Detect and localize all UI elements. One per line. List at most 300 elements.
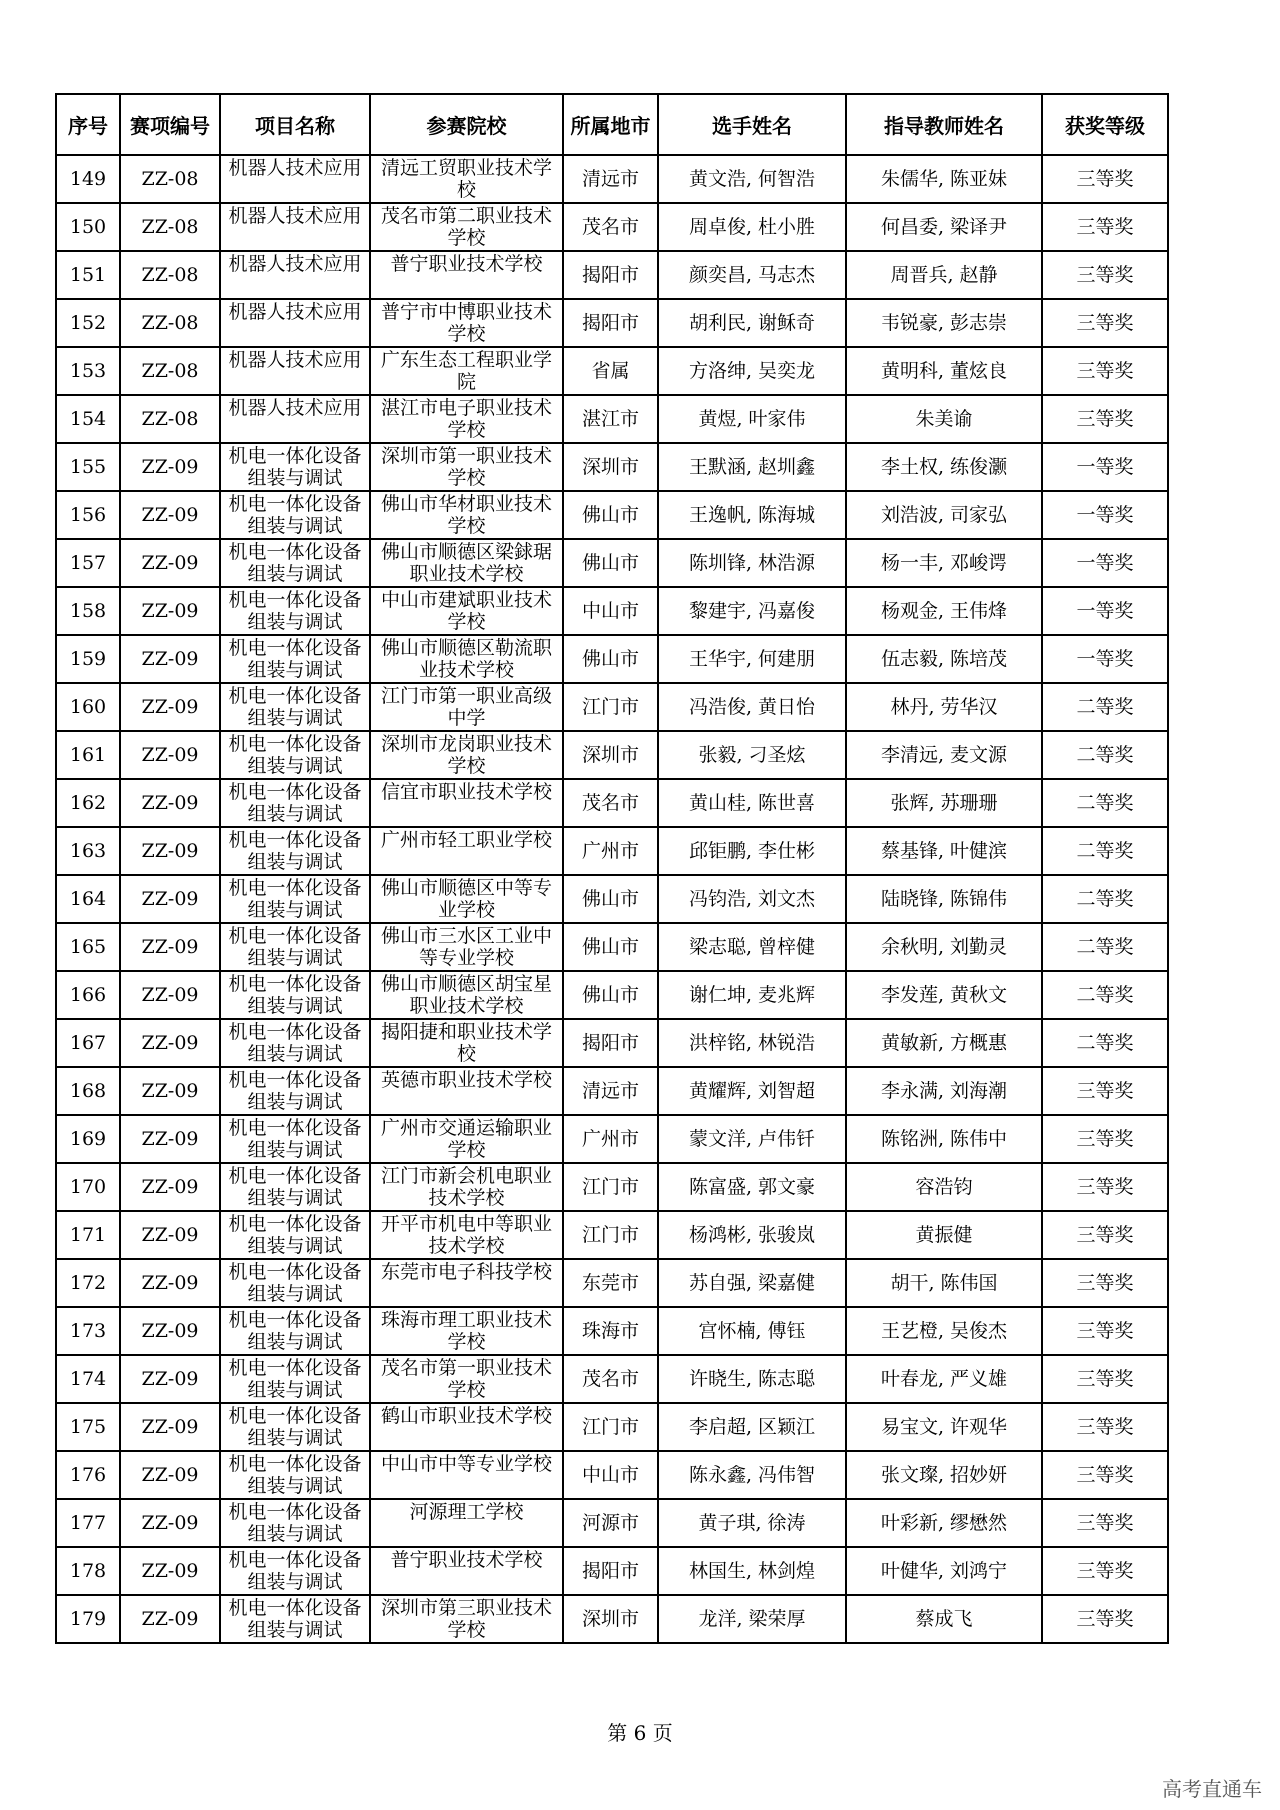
cell-event-name xyxy=(220,203,370,251)
cell-instructors-text: 朱美谕 xyxy=(915,408,973,430)
cell-contestants-text: 王逸帆, 陈海城 xyxy=(688,504,816,526)
cell-seq-text: 163 xyxy=(69,840,107,862)
table-header-row xyxy=(56,94,1168,155)
cell-instructors xyxy=(846,587,1042,635)
table-row xyxy=(56,1451,1168,1499)
cell-award-level xyxy=(1042,683,1168,731)
cell-event-name xyxy=(220,299,370,347)
cell-seq-text: 156 xyxy=(69,504,107,526)
cell-event-code xyxy=(120,683,220,731)
cell-award-level-text: 二等奖 xyxy=(1076,936,1134,958)
cell-event-name-text: 机器人技术应用 xyxy=(228,157,362,179)
cell-city-text: 佛山市 xyxy=(581,984,639,1006)
cell-contestants-text: 洪梓铭, 林锐浩 xyxy=(688,1032,816,1054)
cell-city-text: 东莞市 xyxy=(581,1272,639,1294)
cell-instructors-text: 朱儒华, 陈亚妹 xyxy=(880,168,1008,190)
cell-contestants xyxy=(658,299,846,347)
cell-contestants xyxy=(658,155,846,203)
cell-contestants-text: 黄子琪, 徐涛 xyxy=(698,1512,806,1534)
cell-contestants xyxy=(658,1355,846,1403)
cell-city-text: 揭阳市 xyxy=(581,1032,639,1054)
cell-instructors xyxy=(846,827,1042,875)
cell-event-name-text: 机电一体化设备组装与调试 xyxy=(228,541,362,585)
cell-event-code xyxy=(120,1259,220,1307)
cell-event-name-text: 机器人技术应用 xyxy=(228,253,362,275)
cell-event-code xyxy=(120,1019,220,1067)
cell-event-code-text: ZZ-09 xyxy=(141,1176,199,1198)
cell-event-name xyxy=(220,1307,370,1355)
cell-event-code-text: ZZ-08 xyxy=(141,408,199,430)
cell-award-level xyxy=(1042,491,1168,539)
cell-instructors-text: 张辉, 苏珊珊 xyxy=(890,792,998,814)
cell-award-level-text: 一等奖 xyxy=(1076,456,1134,478)
cell-school xyxy=(370,1403,563,1451)
cell-award-level-text: 三等奖 xyxy=(1076,1176,1134,1198)
cell-award-level xyxy=(1042,539,1168,587)
cell-award-level-text: 二等奖 xyxy=(1076,888,1134,910)
cell-school-text: 佛山市顺德区梁銶琚职业技术学校 xyxy=(380,541,552,585)
cell-school xyxy=(370,731,563,779)
cell-contestants-text: 陈永鑫, 冯伟智 xyxy=(688,1464,816,1486)
cell-seq xyxy=(56,299,120,347)
cell-city-text: 广州市 xyxy=(581,1128,639,1150)
cell-seq xyxy=(56,1019,120,1067)
cell-event-name xyxy=(220,251,370,299)
cell-event-name xyxy=(220,1499,370,1547)
cell-school-text: 普宁职业技术学校 xyxy=(390,1549,543,1571)
cell-seq-text: 178 xyxy=(69,1560,107,1582)
cell-event-name-text: 机电一体化设备组装与调试 xyxy=(228,445,362,489)
cell-instructors-text: 杨观金, 王伟烽 xyxy=(880,600,1008,622)
cell-event-name-text: 机电一体化设备组装与调试 xyxy=(228,877,362,921)
cell-award-level xyxy=(1042,443,1168,491)
cell-instructors xyxy=(846,1355,1042,1403)
cell-instructors-text: 杨一丰, 邓峻谔 xyxy=(880,552,1008,574)
cell-event-code xyxy=(120,539,220,587)
cell-award-level xyxy=(1042,731,1168,779)
cell-award-level-text: 三等奖 xyxy=(1076,1416,1134,1438)
cell-event-code-text: ZZ-08 xyxy=(141,168,199,190)
cell-school xyxy=(370,1259,563,1307)
cell-event-name-text: 机电一体化设备组装与调试 xyxy=(228,1501,362,1545)
cell-event-code-text: ZZ-09 xyxy=(141,552,199,574)
cell-school-text: 普宁职业技术学校 xyxy=(390,253,543,275)
cell-school xyxy=(370,635,563,683)
cell-event-name-text: 机电一体化设备组装与调试 xyxy=(228,1069,362,1113)
cell-school-text: 中山市中等专业学校 xyxy=(380,1453,552,1475)
cell-event-name xyxy=(220,1211,370,1259)
cell-contestants-text: 蒙文洋, 卢伟钎 xyxy=(688,1128,816,1150)
cell-instructors xyxy=(846,395,1042,443)
cell-school-text: 深圳市第三职业技术学校 xyxy=(380,1597,552,1641)
cell-city-text: 佛山市 xyxy=(581,552,639,574)
cell-city-text: 佛山市 xyxy=(581,504,639,526)
cell-award-level xyxy=(1042,299,1168,347)
cell-award-level-text: 三等奖 xyxy=(1076,264,1134,286)
cell-award-level xyxy=(1042,1355,1168,1403)
cell-event-code-text: ZZ-09 xyxy=(141,504,199,526)
cell-award-level-text: 三等奖 xyxy=(1076,360,1134,382)
cell-city xyxy=(563,299,658,347)
cell-contestants xyxy=(658,971,846,1019)
cell-instructors xyxy=(846,1259,1042,1307)
cell-award-level xyxy=(1042,875,1168,923)
cell-instructors-text: 李发莲, 黄秋文 xyxy=(880,984,1008,1006)
cell-seq-text: 153 xyxy=(69,360,107,382)
cell-school-text: 清远工贸职业技术学校 xyxy=(380,157,552,201)
cell-event-name xyxy=(220,875,370,923)
cell-school-text: 揭阳捷和职业技术学校 xyxy=(380,1021,552,1065)
cell-contestants xyxy=(658,347,846,395)
cell-school-text: 英德市职业技术学校 xyxy=(380,1069,552,1091)
cell-award-level xyxy=(1042,971,1168,1019)
cell-school-text: 珠海市理工职业技术学校 xyxy=(380,1309,552,1353)
cell-seq xyxy=(56,1307,120,1355)
cell-city-text: 深圳市 xyxy=(581,456,639,478)
cell-award-level xyxy=(1042,1307,1168,1355)
cell-school xyxy=(370,827,563,875)
cell-instructors-text: 林丹, 劳华汉 xyxy=(890,696,998,718)
cell-instructors-text: 叶春龙, 严义雄 xyxy=(880,1368,1008,1390)
table-row xyxy=(56,875,1168,923)
cell-city xyxy=(563,203,658,251)
award-results-sheet xyxy=(55,93,1167,1644)
table-row xyxy=(56,923,1168,971)
cell-contestants-text: 谢仁坤, 麦兆辉 xyxy=(688,984,816,1006)
cell-contestants xyxy=(658,1115,846,1163)
cell-award-level-text: 三等奖 xyxy=(1076,312,1134,334)
cell-seq-text: 158 xyxy=(69,600,107,622)
cell-event-name-text: 机电一体化设备组装与调试 xyxy=(228,1165,362,1209)
cell-contestants-text: 王华宇, 何建朋 xyxy=(688,648,816,670)
cell-school xyxy=(370,683,563,731)
cell-award-level xyxy=(1042,203,1168,251)
cell-contestants-text: 方洛绅, 吴奕龙 xyxy=(688,360,816,382)
cell-event-name-text: 机电一体化设备组装与调试 xyxy=(228,1309,362,1353)
cell-contestants xyxy=(658,587,846,635)
cell-contestants-text: 李启超, 区颖江 xyxy=(688,1416,816,1438)
cell-event-name-text: 机电一体化设备组装与调试 xyxy=(228,829,362,873)
cell-seq xyxy=(56,587,120,635)
cell-instructors-text: 黄明科, 董炫良 xyxy=(880,360,1008,382)
cell-contestants xyxy=(658,1259,846,1307)
table-row xyxy=(56,1595,1168,1643)
cell-school xyxy=(370,1115,563,1163)
cell-seq xyxy=(56,155,120,203)
cell-school-text: 佛山市顺德区中等专业学校 xyxy=(380,877,552,921)
cell-school-text: 深圳市龙岗职业技术学校 xyxy=(380,733,552,777)
cell-event-code xyxy=(120,875,220,923)
cell-school-text: 广州市轻工职业学校 xyxy=(380,829,552,851)
cell-contestants xyxy=(658,923,846,971)
cell-award-level xyxy=(1042,155,1168,203)
cell-event-name-text: 机电一体化设备组装与调试 xyxy=(228,493,362,537)
cell-event-name xyxy=(220,1259,370,1307)
cell-contestants xyxy=(658,203,846,251)
cell-seq-text: 150 xyxy=(69,216,107,238)
table-row xyxy=(56,1163,1168,1211)
cell-city-text: 茂名市 xyxy=(581,792,639,814)
cell-school xyxy=(370,1595,563,1643)
header-school: 参赛院校 xyxy=(370,94,563,155)
cell-seq-text: 171 xyxy=(69,1224,107,1246)
cell-contestants xyxy=(658,827,846,875)
cell-contestants xyxy=(658,683,846,731)
table-row xyxy=(56,299,1168,347)
cell-instructors-text: 韦锐豪, 彭志崇 xyxy=(880,312,1008,334)
table-row xyxy=(56,1355,1168,1403)
cell-instructors xyxy=(846,539,1042,587)
table-row xyxy=(56,1067,1168,1115)
cell-event-name xyxy=(220,443,370,491)
cell-event-name xyxy=(220,491,370,539)
cell-city xyxy=(563,587,658,635)
table-row xyxy=(56,1403,1168,1451)
cell-school xyxy=(370,1451,563,1499)
cell-school xyxy=(370,1355,563,1403)
cell-contestants-text: 颜奕昌, 马志杰 xyxy=(688,264,816,286)
cell-event-name-text: 机电一体化设备组装与调试 xyxy=(228,733,362,777)
cell-contestants xyxy=(658,251,846,299)
table-row xyxy=(56,491,1168,539)
cell-school-text: 茂名市第二职业技术学校 xyxy=(380,205,552,249)
cell-seq-text: 155 xyxy=(69,456,107,478)
cell-event-name xyxy=(220,1019,370,1067)
cell-contestants-text: 邱钜鹏, 李仕彬 xyxy=(688,840,816,862)
cell-instructors xyxy=(846,155,1042,203)
table-row xyxy=(56,203,1168,251)
cell-seq-text: 173 xyxy=(69,1320,107,1342)
table-row xyxy=(56,1019,1168,1067)
cell-event-name-text: 机电一体化设备组装与调试 xyxy=(228,1213,362,1257)
cell-contestants xyxy=(658,1451,846,1499)
cell-seq-text: 151 xyxy=(69,264,107,286)
cell-instructors-text: 陈铭洲, 陈伟中 xyxy=(880,1128,1008,1150)
cell-event-code-text: ZZ-09 xyxy=(141,1464,199,1486)
header-event-code: 赛项编号 xyxy=(120,94,220,155)
cell-event-code-text: ZZ-08 xyxy=(141,312,199,334)
cell-city-text: 广州市 xyxy=(581,840,639,862)
cell-city xyxy=(563,1067,658,1115)
cell-contestants-text: 黄耀辉, 刘智超 xyxy=(688,1080,816,1102)
cell-event-name xyxy=(220,1067,370,1115)
cell-city-text: 江门市 xyxy=(581,1224,639,1246)
cell-event-code-text: ZZ-09 xyxy=(141,1272,199,1294)
cell-instructors xyxy=(846,683,1042,731)
cell-contestants-text: 黎建宇, 冯嘉俊 xyxy=(688,600,816,622)
cell-school-text: 广州市交通运输职业学校 xyxy=(380,1117,552,1161)
cell-city-text: 中山市 xyxy=(581,600,639,622)
cell-award-level-text: 三等奖 xyxy=(1076,168,1134,190)
cell-instructors-text: 伍志毅, 陈培茂 xyxy=(880,648,1008,670)
cell-contestants xyxy=(658,1019,846,1067)
cell-instructors xyxy=(846,203,1042,251)
cell-instructors xyxy=(846,299,1042,347)
cell-event-code xyxy=(120,299,220,347)
cell-event-code xyxy=(120,251,220,299)
cell-instructors xyxy=(846,635,1042,683)
cell-contestants-text: 周卓俊, 杜小胜 xyxy=(688,216,816,238)
cell-seq-text: 149 xyxy=(69,168,107,190)
table-row xyxy=(56,395,1168,443)
cell-contestants xyxy=(658,1067,846,1115)
cell-city-text: 清远市 xyxy=(581,168,639,190)
cell-instructors xyxy=(846,923,1042,971)
cell-award-level-text: 三等奖 xyxy=(1076,1560,1134,1582)
cell-seq-text: 179 xyxy=(69,1608,107,1630)
cell-contestants-text: 黄文浩, 何智浩 xyxy=(688,168,816,190)
cell-event-code-text: ZZ-09 xyxy=(141,648,199,670)
cell-contestants-text: 张毅, 刁圣炫 xyxy=(698,744,806,766)
cell-award-level-text: 一等奖 xyxy=(1076,504,1134,526)
cell-school xyxy=(370,203,563,251)
cell-school-text: 茂名市第一职业技术学校 xyxy=(380,1357,552,1401)
table-row xyxy=(56,539,1168,587)
header-contestants: 选手姓名 xyxy=(658,94,846,155)
cell-event-name-text: 机电一体化设备组装与调试 xyxy=(228,1597,362,1641)
table-row xyxy=(56,251,1168,299)
cell-seq xyxy=(56,1211,120,1259)
cell-city xyxy=(563,779,658,827)
cell-award-level xyxy=(1042,1067,1168,1115)
cell-event-code xyxy=(120,491,220,539)
cell-award-level xyxy=(1042,1451,1168,1499)
cell-seq xyxy=(56,779,120,827)
header-event-name: 项目名称 xyxy=(220,94,370,155)
cell-contestants-text: 陈圳锋, 林浩源 xyxy=(688,552,816,574)
cell-event-code-text: ZZ-09 xyxy=(141,1416,199,1438)
cell-event-name-text: 机电一体化设备组装与调试 xyxy=(228,781,362,825)
cell-award-level-text: 三等奖 xyxy=(1076,1224,1134,1246)
cell-instructors xyxy=(846,731,1042,779)
cell-award-level xyxy=(1042,251,1168,299)
cell-award-level xyxy=(1042,1403,1168,1451)
cell-award-level-text: 二等奖 xyxy=(1076,840,1134,862)
cell-seq xyxy=(56,203,120,251)
cell-city xyxy=(563,1499,658,1547)
cell-seq xyxy=(56,1355,120,1403)
cell-event-code-text: ZZ-09 xyxy=(141,600,199,622)
cell-seq xyxy=(56,731,120,779)
cell-instructors xyxy=(846,971,1042,1019)
table-row xyxy=(56,683,1168,731)
cell-event-name xyxy=(220,635,370,683)
cell-school-text: 东莞市电子科技学校 xyxy=(380,1261,552,1283)
cell-event-code-text: ZZ-09 xyxy=(141,456,199,478)
cell-award-level-text: 三等奖 xyxy=(1076,1272,1134,1294)
header-city: 所属地市 xyxy=(563,94,658,155)
cell-event-code-text: ZZ-09 xyxy=(141,1032,199,1054)
cell-city xyxy=(563,1451,658,1499)
cell-contestants-text: 许晓生, 陈志聪 xyxy=(688,1368,816,1390)
cell-award-level-text: 三等奖 xyxy=(1076,1320,1134,1342)
cell-event-code xyxy=(120,155,220,203)
cell-school-text: 湛江市电子职业技术学校 xyxy=(380,397,552,441)
cell-contestants-text: 王默涵, 赵圳鑫 xyxy=(688,456,816,478)
cell-award-level xyxy=(1042,1211,1168,1259)
cell-instructors xyxy=(846,251,1042,299)
cell-instructors xyxy=(846,1547,1042,1595)
cell-contestants-text: 宫怀楠, 傅钰 xyxy=(698,1320,806,1342)
cell-contestants xyxy=(658,1547,846,1595)
cell-seq-text: 160 xyxy=(69,696,107,718)
cell-instructors-text: 余秋明, 刘勤灵 xyxy=(880,936,1008,958)
cell-city xyxy=(563,1307,658,1355)
cell-event-code-text: ZZ-09 xyxy=(141,1368,199,1390)
cell-instructors-text: 陆晓锋, 陈锦伟 xyxy=(880,888,1008,910)
cell-contestants xyxy=(658,443,846,491)
cell-contestants xyxy=(658,635,846,683)
cell-city xyxy=(563,155,658,203)
cell-city-text: 揭阳市 xyxy=(581,312,639,334)
cell-instructors xyxy=(846,491,1042,539)
cell-award-level xyxy=(1042,635,1168,683)
cell-city xyxy=(563,731,658,779)
cell-award-level xyxy=(1042,1499,1168,1547)
cell-event-code-text: ZZ-09 xyxy=(141,936,199,958)
cell-seq xyxy=(56,875,120,923)
award-results-table xyxy=(55,93,1169,1644)
cell-city xyxy=(563,827,658,875)
cell-event-name xyxy=(220,923,370,971)
cell-seq xyxy=(56,635,120,683)
cell-school xyxy=(370,347,563,395)
cell-award-level-text: 三等奖 xyxy=(1076,1464,1134,1486)
cell-school-text: 河源理工学校 xyxy=(409,1501,524,1523)
cell-event-name xyxy=(220,155,370,203)
cell-event-name xyxy=(220,731,370,779)
cell-contestants-text: 杨鸿彬, 张骏岚 xyxy=(688,1224,816,1246)
table-row xyxy=(56,155,1168,203)
cell-contestants-text: 胡利民, 谢稣奇 xyxy=(688,312,816,334)
cell-award-level xyxy=(1042,347,1168,395)
cell-city-text: 清远市 xyxy=(581,1080,639,1102)
cell-school xyxy=(370,539,563,587)
cell-event-name xyxy=(220,587,370,635)
cell-contestants-text: 陈富盛, 郭文豪 xyxy=(688,1176,816,1198)
cell-event-name-text: 机电一体化设备组装与调试 xyxy=(228,637,362,681)
cell-instructors xyxy=(846,1115,1042,1163)
cell-contestants-text: 黄煜, 叶家伟 xyxy=(698,408,806,430)
cell-city xyxy=(563,635,658,683)
header-award-level: 获奖等级 xyxy=(1042,94,1168,155)
cell-city xyxy=(563,347,658,395)
cell-event-code xyxy=(120,587,220,635)
cell-city xyxy=(563,395,658,443)
cell-seq xyxy=(56,443,120,491)
cell-school xyxy=(370,1067,563,1115)
cell-school-text: 广东生态工程职业学院 xyxy=(380,349,552,393)
cell-instructors-text: 周晋兵, 赵静 xyxy=(890,264,998,286)
cell-event-code xyxy=(120,1067,220,1115)
cell-seq-text: 154 xyxy=(69,408,107,430)
cell-event-name xyxy=(220,1163,370,1211)
cell-city-text: 茂名市 xyxy=(581,1368,639,1390)
cell-contestants-text: 黄山桂, 陈世喜 xyxy=(688,792,816,814)
cell-contestants xyxy=(658,1307,846,1355)
cell-award-level-text: 三等奖 xyxy=(1076,1608,1134,1630)
cell-event-name-text: 机器人技术应用 xyxy=(228,301,362,323)
cell-event-code-text: ZZ-09 xyxy=(141,1512,199,1534)
table-row xyxy=(56,971,1168,1019)
cell-school xyxy=(370,1163,563,1211)
cell-event-name-text: 机电一体化设备组装与调试 xyxy=(228,1549,362,1593)
cell-award-level-text: 二等奖 xyxy=(1076,1032,1134,1054)
cell-city xyxy=(563,1259,658,1307)
cell-city xyxy=(563,1163,658,1211)
header-seq: 序号 xyxy=(56,94,120,155)
page-number: 第 6 页 xyxy=(607,1721,673,1745)
